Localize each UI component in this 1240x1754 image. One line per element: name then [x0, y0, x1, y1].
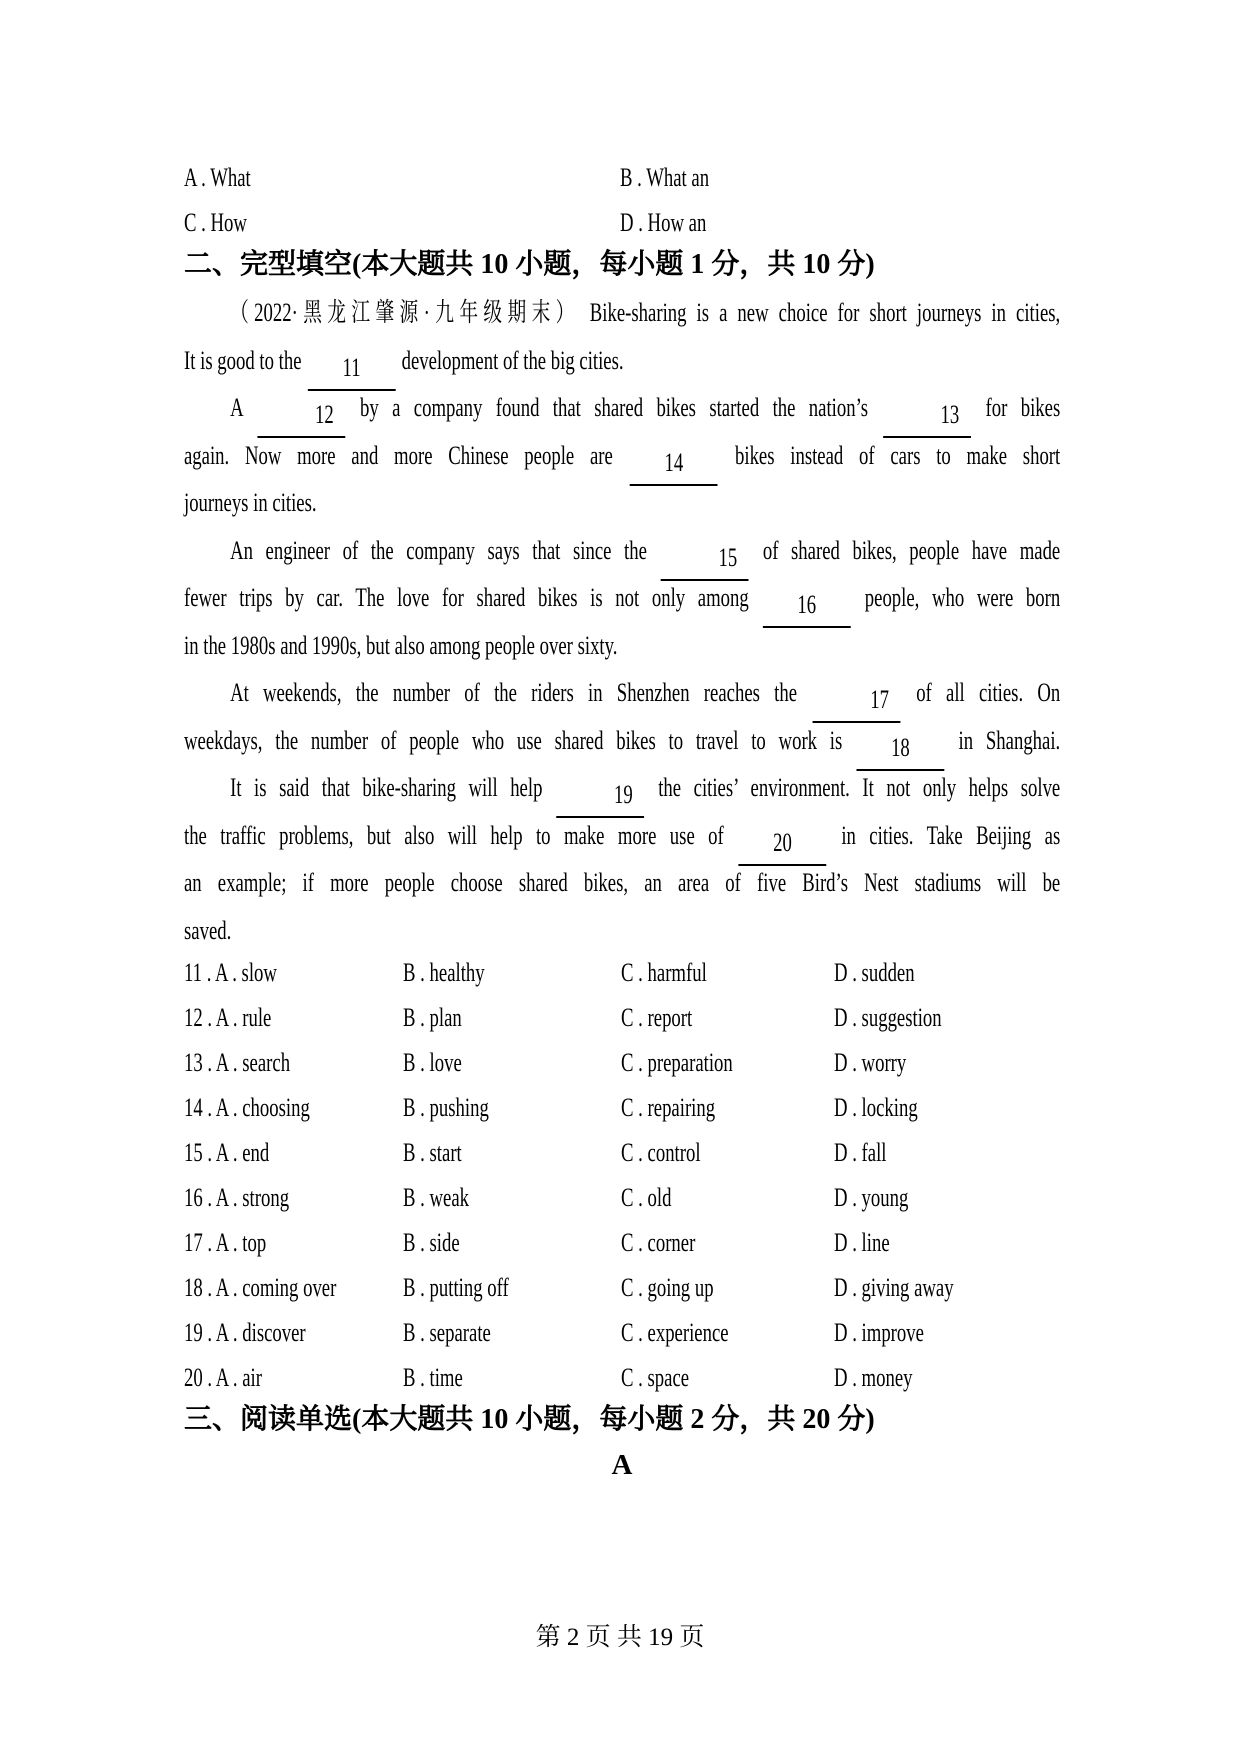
cloze-option-cell: [403, 1220, 621, 1269]
cloze-option-text: B . separate: [403, 1318, 491, 1347]
cloze-option-text: B . plan: [403, 1003, 462, 1032]
passage-line: [184, 337, 1060, 385]
cloze-option-text: C . old: [621, 1183, 672, 1212]
cloze-passage: [184, 289, 1060, 954]
cloze-option-row: [184, 1355, 1084, 1400]
cloze-option-text: D . giving away: [834, 1273, 954, 1302]
blank-number: 11: [342, 352, 361, 382]
cloze-option-cell: [621, 1220, 834, 1269]
cloze-option-text: C . control: [621, 1138, 701, 1167]
cloze-option-text: C . report: [621, 1003, 693, 1032]
choice-option-text: A . What: [184, 163, 251, 192]
cloze-option-text: 17 . A . top: [184, 1228, 267, 1257]
passage-line: [184, 812, 1060, 860]
passage-line-text: fewer trips by car. The love for shared bikes is not only among 16 people, who were born: [184, 574, 1060, 628]
section-3-heading: 三、阅读单选(本大题共 10 小题，每小题 2 分，共 20 分): [184, 1404, 875, 1435]
cloze-option-cell: [621, 1265, 834, 1314]
cloze-option-cell: [184, 1310, 403, 1359]
passage-line-text: （2022·黑龙江肇源·九年级期末） Bike-sharing is a new choice for short journeys in cities,: [230, 298, 1061, 327]
section-2-heading: 二、完型填空(本大题共 10 小题，每小题 1 分，共 10 分): [184, 249, 875, 280]
choice-option-text: D . How an: [620, 208, 707, 237]
cloze-option-text: D . young: [834, 1183, 909, 1212]
passage-line-text: again. Now more and more Chinese people are 14 bikes instead of cars to make short: [184, 432, 1060, 486]
passage-line: [184, 574, 1060, 622]
cloze-option-cell: [403, 995, 621, 1044]
cloze-option-cell: [834, 995, 1084, 1044]
passage-line: [184, 669, 1060, 717]
cloze-option-cell: [621, 1040, 834, 1089]
option-row: [184, 155, 1060, 200]
cloze-option-cell: [834, 1310, 1084, 1359]
cloze-option-cell: [834, 1175, 1084, 1224]
cloze-option-cell: [834, 1130, 1084, 1179]
cloze-option-text: C . going up: [621, 1273, 714, 1302]
cloze-option-text: 12 . A . rule: [184, 1003, 272, 1032]
cloze-option-text: 13 . A . search: [184, 1048, 291, 1077]
cloze-option-text: D . sudden: [834, 958, 915, 987]
passage-line-text: in the 1980s and 1990s, but also among people over sixty.: [184, 630, 618, 660]
cloze-option-cell: [403, 1040, 621, 1089]
cloze-option-cell: [403, 1265, 621, 1314]
blank-number: 17: [870, 685, 890, 714]
passage-line: [184, 622, 1060, 670]
cloze-option-text: 11 . A . slow: [184, 958, 277, 987]
cloze-option-text: D . money: [834, 1363, 913, 1392]
passage-line: [184, 764, 1060, 812]
cloze-option-cell: [184, 995, 403, 1044]
cloze-option-cell: [834, 1220, 1084, 1269]
cloze-option-cell: [184, 1265, 403, 1314]
cloze-option-row: [184, 950, 1084, 995]
cloze-option-text: B . healthy: [403, 958, 485, 987]
passage-line-text: an example; if more people choose shared bikes, an area of five Bird’s Nest stadiums will be: [184, 868, 1061, 897]
cloze-option-text: C . repairing: [621, 1093, 716, 1122]
cloze-option-row: [184, 1220, 1084, 1265]
cloze-option-text: B . start: [403, 1138, 462, 1167]
blank-number: 18: [891, 732, 910, 762]
blank-number: 16: [797, 590, 817, 619]
cloze-option-text: 15 . A . end: [184, 1138, 270, 1167]
reading-passage-label: A: [611, 1449, 633, 1481]
blank-number: 15: [718, 542, 738, 572]
cloze-option-text: D . suggestion: [834, 1003, 942, 1032]
blank-number: 20: [773, 827, 792, 857]
passage-line-text: It is said that bike-sharing will help 19 the cities’ environment. It not only helps solve: [184, 764, 1060, 818]
cloze-option-text: 18 . A . coming over: [184, 1273, 337, 1302]
blank-number: 13: [940, 400, 960, 429]
cloze-option-text: D . line: [834, 1228, 890, 1257]
blank-number: 12: [314, 400, 334, 429]
cloze-option-text: D . fall: [834, 1138, 887, 1167]
cloze-option-text: 16 . A . strong: [184, 1183, 290, 1212]
passage-line-text: journeys in cities.: [184, 488, 317, 517]
passage-line: [184, 432, 1060, 480]
cloze-option-row: [184, 1130, 1084, 1175]
cloze-option-cell: [403, 950, 621, 999]
cloze-option-row: [184, 1085, 1084, 1130]
passage-line: [184, 527, 1060, 575]
cloze-option-cell: [621, 1175, 834, 1224]
passage-line-text: saved.: [184, 915, 232, 945]
cloze-option-row: [184, 1310, 1084, 1355]
cloze-option-text: C . preparation: [621, 1048, 733, 1077]
cloze-option-cell: [403, 1175, 621, 1224]
cloze-option-text: C . corner: [621, 1228, 696, 1257]
passage-line: [184, 479, 1060, 527]
cloze-option-row: [184, 1265, 1084, 1310]
cloze-option-cell: [834, 1040, 1084, 1089]
cloze-option-text: 14 . A . choosing: [184, 1093, 310, 1122]
option-row: [184, 200, 1060, 245]
cloze-option-cell: [184, 1040, 403, 1089]
cloze-option-text: B . pushing: [403, 1093, 489, 1122]
cloze-option-text: B . love: [403, 1048, 462, 1077]
passage-line: [184, 289, 1060, 337]
passage-line-text: It is good to the 11 development of the big cities.: [184, 337, 1060, 391]
cloze-option-cell: [834, 1085, 1084, 1134]
blank-number: 14: [664, 447, 684, 477]
cloze-option-text: D . locking: [834, 1093, 918, 1122]
cloze-option-cell: [621, 1085, 834, 1134]
passage-line-text: weekdays, the number of people who use shared bikes to travel to work is 18 in Shanghai.: [184, 717, 1060, 771]
passage-line-text: At weekends, the number of the riders in Shenzhen reaches the 17 of all cities. On: [184, 669, 1060, 723]
cloze-option-cell: [184, 1085, 403, 1134]
cloze-option-cell: [621, 950, 834, 999]
cloze-option-text: C . space: [621, 1363, 690, 1392]
passage-line: [184, 384, 1060, 432]
cloze-option-cell: [834, 950, 1084, 999]
choice-option-b: [620, 155, 1060, 204]
passage-line: [184, 859, 1060, 907]
cloze-option-text: C . harmful: [621, 958, 707, 987]
cloze-option-text: C . experience: [621, 1318, 729, 1347]
cloze-option-row: [184, 1175, 1084, 1220]
cloze-option-row: [184, 995, 1084, 1040]
cloze-option-table: [184, 950, 1084, 1400]
cloze-option-cell: [621, 1310, 834, 1359]
passage-line-text: An engineer of the company says that since the 15 of shared bikes, people have made: [184, 527, 1060, 581]
cloze-option-cell: [403, 1085, 621, 1134]
cloze-option-text: 20 . A . air: [184, 1363, 263, 1392]
cloze-option-text: B . time: [403, 1363, 463, 1392]
cloze-option-text: D . worry: [834, 1048, 907, 1077]
page-footer: 第 2 页 共 19 页: [535, 1624, 705, 1651]
choice-option-text: B . What an: [620, 163, 710, 192]
cloze-option-cell: [184, 1220, 403, 1269]
cloze-option-cell: [621, 995, 834, 1044]
cloze-option-row: [184, 1040, 1084, 1085]
passage-line-text: the traffic problems, but also will help to make more use of 20 in cities. Take Beijing as: [184, 812, 1060, 866]
cloze-option-cell: [184, 1175, 403, 1224]
cloze-option-cell: [184, 950, 403, 999]
choice-option-text: C . How: [184, 208, 247, 237]
cloze-option-cell: [184, 1130, 403, 1179]
choice-option-a: [184, 155, 620, 204]
cloze-option-cell: [834, 1265, 1084, 1314]
passage-line: [184, 717, 1060, 765]
previous-question-options: [184, 155, 1060, 245]
passage-line-text: A 12 by a company found that shared bikes started the nation’s 13 for bikes: [184, 384, 1060, 438]
cloze-option-cell: [621, 1130, 834, 1179]
cloze-option-text: D . improve: [834, 1318, 924, 1347]
cloze-option-cell: [403, 1310, 621, 1359]
blank-number: 19: [614, 780, 633, 809]
cloze-option-cell: [403, 1130, 621, 1179]
cloze-option-text: 19 . A . discover: [184, 1318, 306, 1347]
cloze-option-text: B . putting off: [403, 1273, 509, 1302]
cloze-option-text: B . weak: [403, 1183, 470, 1212]
cloze-option-text: B . side: [403, 1228, 460, 1257]
passage-line: [184, 907, 1060, 955]
